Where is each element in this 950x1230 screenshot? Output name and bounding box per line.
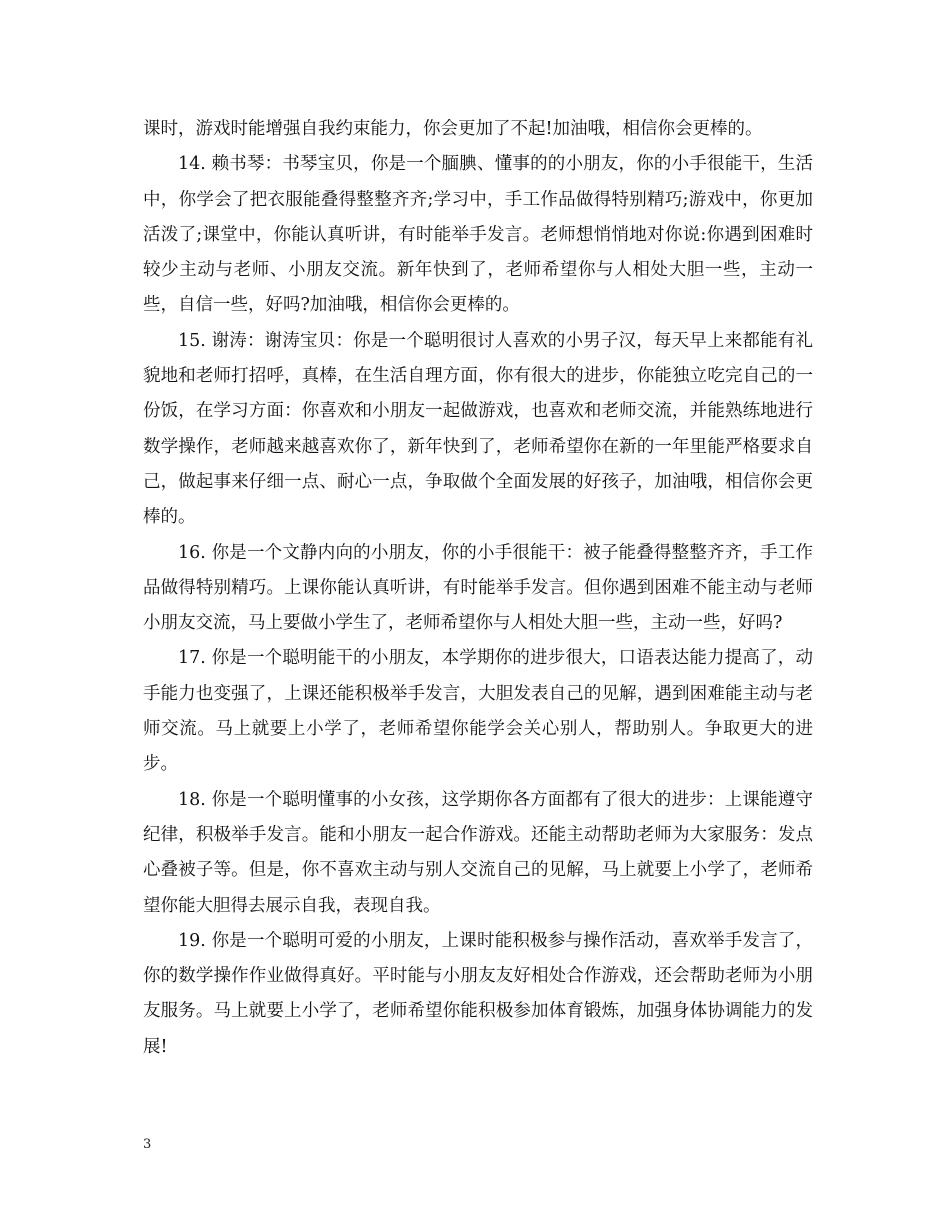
page-number: 3	[143, 1137, 152, 1152]
paragraph-14: 14. 赖书琴：书琴宝贝，你是一个腼腆、懂事的的小朋友，你的小手很能干，生活中，你学会了把衣服能叠得整整齐齐;学习中，手工作品做得特别精巧;游戏中，你更加活泼了;课堂中，你能认真听讲，有时能举手发言。老师想悄悄地对你说:你遇到困难时较少主动与老师、小朋友交流。新年快到了，老师希望你与人相处大胆一些，主动一些，自信一些，好吗?加油哦，相信你会更棒的。	[143, 154, 813, 316]
paragraph-18: 18. 你是一个聪明懂事的小女孩，这学期你各方面都有了很大的进步：上课能遵守纪律，积极举手发言。能和小朋友一起合作游戏。还能主动帮助老师为大家服务：发点心叠被子等。但是，你不喜欢主动与别人交流自己的见解，马上就要上小学了，老师希望你能大胆得去展示自我，表现自我。	[143, 789, 813, 916]
paragraph-continued: 课时，游戏时能增强自我约束能力，你会更加了不起!加油哦，相信你会更棒的。	[143, 119, 763, 139]
paragraph-16: 16. 你是一个文静内向的小朋友，你的小手很能干：被子能叠得整整齐齐，手工作品做得特别精巧。上课你能认真听讲，有时能举手发言。但你遇到困难不能主动与老师小朋友交流，马上要做小学生了，老师希望你与人相处大胆一些，主动一些，好吗?	[143, 542, 813, 634]
document-body	[143, 112, 813, 1065]
paragraph-17: 17. 你是一个聪明能干的小朋友，本学期你的进步很大，口语表达能力提高了，动手能力也变强了，上课还能积极举手发言，大胆发表自己的见解，遇到困难能主动与老师交流。马上就要上小学了，老师希望你能学会关心别人，帮助别人。争取更大的进步。	[143, 648, 813, 775]
paragraph-19: 19. 你是一个聪明可爱的小朋友，上课时能积极参与操作活动，喜欢举手发言了，你的数学操作作业做得真好。平时能与小朋友友好相处合作游戏，还会帮助老师为小朋友服务。马上就要上小学了，老师希望你能积极参加体育锻炼，加强身体协调能力的发展!	[143, 930, 813, 1057]
paragraph-15: 15. 谢涛：谢涛宝贝：你是一个聪明很讨人喜欢的小男子汉，每天早上来都能有礼貌地和老师打招呼，真棒，在生活自理方面，你有很大的进步，你能独立吃完自己的一份饭，在学习方面：你喜欢和小朋友一起做游戏，也喜欢和老师交流，并能熟练地进行数学操作，老师越来越喜欢你了，新年快到了，老师希望你在新的一年里能严格要求自己，做起事来仔细一点、耐心一点，争取做个全面发展的好孩子，加油哦，相信你会更棒的。	[143, 330, 813, 528]
